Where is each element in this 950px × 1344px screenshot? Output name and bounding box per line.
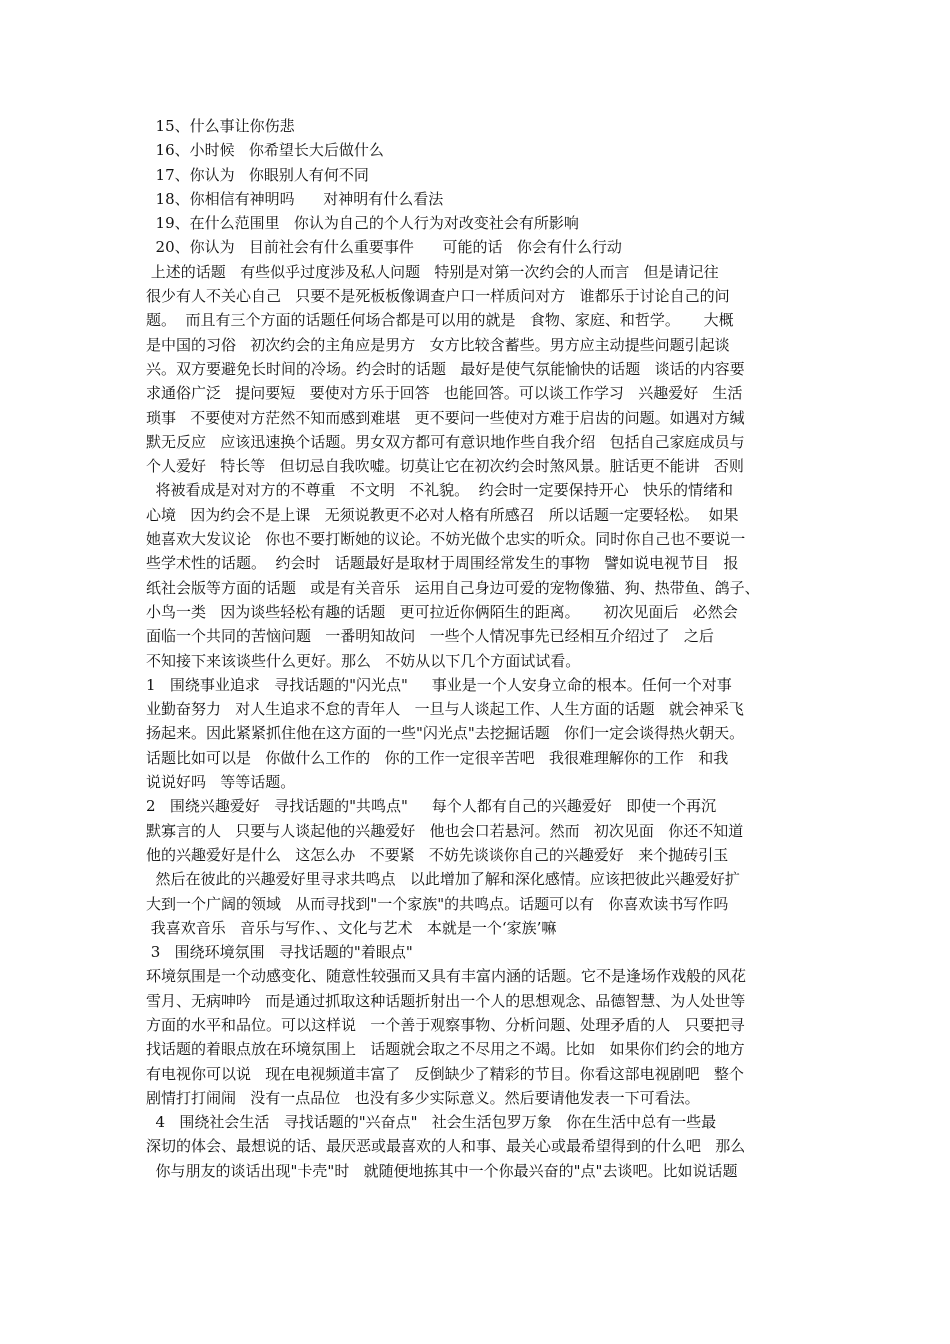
text-line: 15、什么事让你伤悲 [146,117,295,135]
text-line: 然后在彼此的兴趣爱好里寻求共鸣点 以此增加了解和深化感情。应该把彼此兴趣爱好扩 [146,870,740,889]
text-line: 默寡言的人 只要与人谈起他的兴趣爱好 他也会口若悬河。然而 初次见面 你还不知道 [146,821,744,840]
text-line: 个人爱好 特长等 但切忌自我吹嘘。切莫让它在初次约会时煞风景。脏话更不能讲 否则 [146,457,744,476]
text-line: 17、你认为 你眼别人有何不同 [146,165,369,184]
text-line: 些学术性的话题。 约会时 话题最好是取材于周围经常发生的事物 譬如说电视节目 报 [146,554,739,573]
text-line: 题。 而且有三个方面的话题任何场合都是可以用的就是 食物、家庭、和哲学。 大概 [146,311,734,330]
text-line: 我喜欢音乐 音乐与写作、、文化与艺术 本就是一个‘家族’嘛 [146,918,557,937]
text-line: 你与朋友的谈话出现"卡壳"时 就随便地拣其中一个你最兴奋的"点"去谈吧。比如说话题 [146,1161,738,1180]
text-line: 话题比如可以是 你做什么工作的 你的工作一定很辛苦吧 我很难理解你的工作 和我 [146,748,729,767]
text-line: 4 围绕社会生活 寻找话题的"兴奋点" 社会生活包罗万象 你在生活中总有一些最 [146,1113,717,1132]
text-line: 很少有人不关心自己 只要不是死板板像调查户口一样质问对方 谁都乐于讨论自己的问 [146,287,730,306]
text-line: 找话题的着眼点放在环境氛围上 话题就会取之不尽用之不竭。比如 如果你们约会的地方 [146,1040,745,1059]
text-line: 面临一个共同的苦恼问题 一番明知故问 一些个人情况事先已经相互介绍过了 之后 [146,627,714,646]
text-line: 扬起来。因此紧紧抓住他在这方面的一些"闪光点"去挖掘话题 你们一定会谈得热火朝天。 [146,724,745,743]
text-line: 16、小时候 你希望长大后做什么 [146,141,384,160]
text-line: 环境氛围是一个动感变化、随意性较强而又具有丰富内涵的话题。它不是逢场作戏般的风花 [146,967,747,986]
text-line: 大到一个广阔的领域 从而寻找到"一个家族"的共鸣点。话题可以有 你喜欢读书写作吗 [146,894,729,913]
text-line: 雪月、无病呻吟 而是通过抓取这种话题折射出一个人的思想观念、品德智慧、为人处世等 [146,991,746,1010]
text-line: 不知接下来该谈些什么更好。那么 不妨从以下几个方面试试看。 [146,651,581,670]
text-line: 心境 因为约会不是上课 无须说教更不必对人格有所感召 所以话题一定要轻松。 如果 [146,505,739,524]
text-line: 有电视你可以说 现在电视频道丰富了 反倒缺少了精彩的节目。你看这部电视剧吧 整个 [146,1064,744,1083]
text-line: 上述的话题 有些似乎过度涉及私人问题 特别是对第一次约会的人而言 但是请记往 [146,262,719,281]
text-line: 小鸟一类 因为谈些轻松有趣的话题 更可拉近你俩陌生的距离。 初次见面后 必然会 [146,602,738,621]
text-line: 求通俗广泛 提问要短 要使对方乐于回答 也能回答。可以谈工作学习 兴趣爱好 生活 [146,384,743,403]
text-line: 2 围绕兴趣爱好 寻找话题的"共鸣点" 每个人都有自己的兴趣爱好 即使一个再沉 [146,797,717,816]
text-line: 兴。双方要避免长时间的冷场。约会时的话题 最好是使气氛能愉快的话题 谈话的内容要 [146,359,745,378]
text-line: 琐事 不要使对方茫然不知而感到难堪 更不要问一些使对方难于启齿的问题。如遇对方缄 [146,408,745,427]
text-line: 20、你认为 目前社会有什么重要事件 可能的话 你会有什么行动 [146,238,622,257]
document-body [146,114,812,1183]
text-line: 方面的水平和品位。可以这样说 一个善于观察事物、分析问题、处理矛盾的人 只要把寻 [146,1015,745,1034]
text-line: 业勤奋努力 对人生追求不怠的青年人 一旦与人谈起工作、人生方面的话题 就会神采飞 [146,700,744,719]
text-line: 默无反应 应该迅速换个话题。男女双方都可有意识地作些自我介绍 包括自己家庭成员与 [146,432,745,451]
text-line: 将被看成是对对方的不尊重 不文明 不礼貌。 约会时一定要保持开心 快乐的情绪和 [146,481,733,500]
text-line: 是中国的习俗 初次约会的主角应是男方 女方比较含蓄些。男方应主动提些问题引起谈 [146,335,730,354]
text-line: 他的兴趣爱好是什么 这怎么办 不要紧 不妨先谈谈你自己的兴趣爱好 来个抛砖引玉 [146,845,729,864]
text-line: 她喜欢大发议论 你也不要打断她的议论。不妨光做个忠实的听众。同时你自己也不要说一 [146,530,746,549]
text-line: 19、在什么范围里 你认为自己的个人行为对改变社会有所影响 [146,214,579,233]
text-line: 深切的体会、最想说的话、最厌恶或最喜欢的人和事、最关心或最希望得到的什么吧 那么 [146,1137,746,1156]
text-line: 纸社会版等方面的话题 或是有关音乐 运用自己身边可爱的宠物像猫、狗、热带鱼、鸽子、 [146,578,760,597]
text-line: 3 围绕环境氛围 寻找话题的"着眼点" [146,943,413,962]
text-line: 18、你相信有神明吗 对神明有什么看法 [146,189,444,208]
text-line: 剧情打打闹闹 没有一点品位 也没有多少实际意义。然后要请他发表一下可看法。 [146,1088,700,1107]
text-line: 1 围绕事业追求 寻找话题的"闪光点" 事业是一个人安身立命的根本。任何一个对事 [146,675,732,694]
text-line: 说说好吗 等等话题。 [146,773,296,792]
